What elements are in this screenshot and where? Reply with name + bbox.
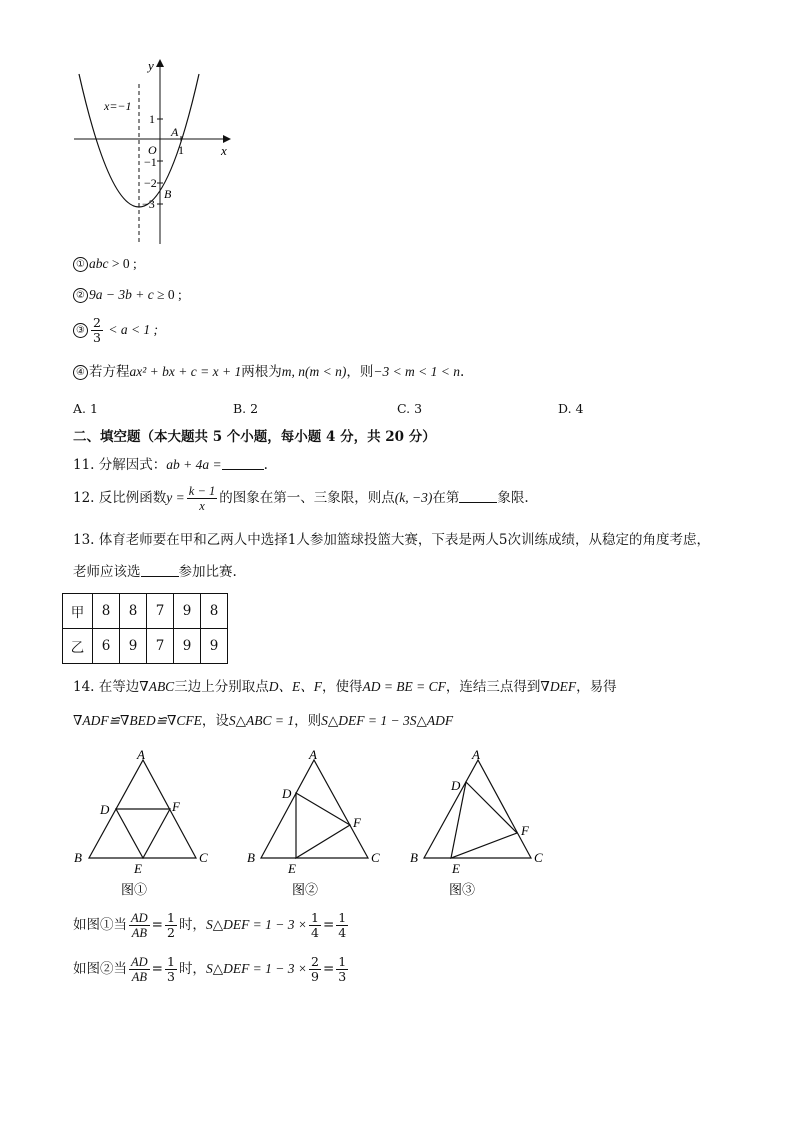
statement-1 [73,255,137,273]
graph-x-label: x [221,143,227,158]
graph-tick-1: 1 [149,112,155,126]
q11-answer-blank[interactable] [222,456,264,470]
table-cell: 9 [201,629,228,664]
section-title: 二、填空题（本大题共 5 个小题，每小题 4 分，共 20 分） [73,429,436,445]
table-cell-name: 乙 [63,629,93,664]
fig2-label-d: D [282,786,292,801]
figure-3 [410,748,543,897]
fig1-label-e: E [134,861,142,876]
q12-answer-blank[interactable] [459,489,497,503]
statement-2 [73,286,182,304]
table-cell: 8 [93,594,120,629]
q12-fraction: $\frac{k - 1}{x}$ [188,484,216,513]
question-13-line2: 老师应该选 参加比赛. [73,564,237,580]
graph-origin-label: O [148,143,157,157]
fig2-label-b: B [247,850,255,865]
statement-3-fraction: $\frac{2}{3}$ [93,315,101,345]
graph-line-label: x=−1 [104,99,132,113]
fig2-label-e: E [288,861,296,876]
score-table [62,593,228,664]
question-11: 11. 分解因式：ab + 4a = . [73,457,268,473]
graph-tick-m3: −3 [142,197,155,211]
q13-answer-blank[interactable] [141,563,179,577]
statement-4: ④ 若方程ax² + bx + c = x + 1两根为m, n(m < n)，则−3 < m < 1 < n. [73,363,464,381]
fig1-label-f: F [172,799,180,814]
table-cell: 7 [147,629,174,664]
fig3-caption: 图③ [449,882,476,897]
statement-2-rel: ≥ 0 ; [153,287,182,302]
fig3-label-e: E [452,861,460,876]
statement-1-rel: > 0 ; [108,256,137,271]
option-b[interactable]: B. 2 [233,401,259,416]
statement-3-mark: ③ [73,323,88,338]
fig2-label-c: C [371,850,380,865]
graph-tick-x1: 1 [178,143,184,157]
figure-2 [247,748,380,897]
table-cell: 8 [201,594,228,629]
table-cell: 8 [120,594,147,629]
table-cell: 7 [147,594,174,629]
question-14-line2: ∇ADF≌∇BED≌∇CFE，设S△ABC = 1，则S△DEF = 1 − 3S△ADF [73,713,454,729]
statement-3 [73,316,158,345]
triangle-figures [66,748,566,898]
fig2-caption: 图② [292,882,319,897]
table-cell: 9 [174,629,201,664]
fig1-label-d: D [100,802,110,817]
graph-y-label: y [148,58,154,73]
x-axis-arrow-icon [223,135,231,143]
statement-2-expr: 9a − 3b + c [89,287,154,302]
conclusion-2: 如图②当 $\frac{AD}{AB}$ = $\frac{1}{3}$ 时，S△DEF = 1 − 3 × $\frac{2}{9}$ = $\frac{1}{3}$ [73,954,347,984]
fig1-label-c: C [199,850,208,865]
graph-point-b: B [164,187,172,201]
graph-tick-m2: −2 [144,176,157,190]
table-cell: 9 [174,594,201,629]
fig1-label-a: A [137,748,145,762]
statement-1-expr: abc [89,256,109,271]
option-a[interactable]: A. 1 [73,401,98,416]
statement-4-mark: ④ [73,365,88,380]
table-row [63,629,228,664]
parabola-graph [64,54,244,254]
fig3-label-d: D [451,778,461,793]
question-13-line1: 13. 体育老师要在甲和乙两人中选择1人参加篮球投篮大赛，下表是两人5次训练成绩，从稳定的角度考虑， [73,532,710,548]
statement-2-mark: ② [73,288,88,303]
question-14-line1: 14. 在等边∇ABC三边上分别取点D、E、F，使得AD = BE = CF，连结三点得到∇DEF，易得 [73,679,617,695]
fig3-label-b: B [410,850,418,865]
fig1-caption: 图① [121,882,148,897]
option-d[interactable]: D. 4 [558,401,584,416]
table-row [63,594,228,629]
statement-3-rel: < a < 1 ; [104,322,159,337]
table-cell: 9 [120,629,147,664]
figure-1 [74,748,208,897]
fig3-label-a: A [472,748,480,762]
graph-tick-m1: −1 [144,155,157,169]
fig2-label-f: F [353,815,361,830]
fig3-label-f: F [521,823,529,838]
table-cell: 6 [93,629,120,664]
statement-1-mark: ① [73,257,88,272]
graph-point-a: A [171,125,179,139]
y-axis-arrow-icon [156,59,164,67]
fig2-label-a: A [309,748,317,762]
option-c[interactable]: C. 3 [397,401,423,416]
fig3-label-c: C [534,850,543,865]
conclusion-1: 如图①当 $\frac{AD}{AB}$ = $\frac{1}{2}$ 时，S△DEF = 1 − 3 × $\frac{1}{4}$ = $\frac{1}{4}$ [73,910,347,940]
question-12: 12. 反比例函数y = $\frac{k - 1}{x}$ 的图象在第一、三象限，则点(k, −3)在第 象限. [73,484,529,513]
table-cell-name: 甲 [63,594,93,629]
fig1-label-b: B [74,850,82,865]
